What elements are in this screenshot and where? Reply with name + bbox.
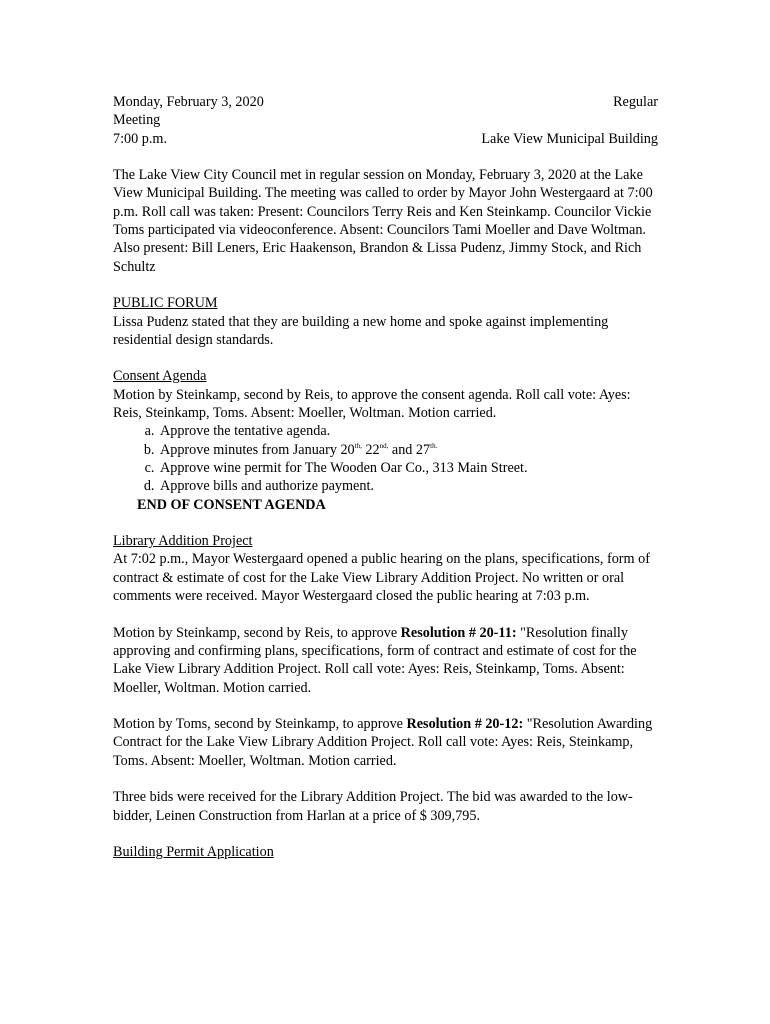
library-heading: Library Addition Project [113,533,253,550]
resolution-20-12: Resolution # 20-12: [406,716,524,733]
resolution-20-11: Resolution # 20-11: [400,624,517,641]
public-forum-text: Lissa Pudenz stated that they are building a new home and spoke against implementing residential design standards. [113,313,609,348]
minutes-document [113,93,658,861]
list-item: a. Approve the tentative agenda. [158,422,658,440]
meeting-type: Regular [613,94,658,110]
header-row-1 [113,93,658,111]
library-paragraph-3: Motion by Toms, second by Steinkamp, to approve Resolution # 20-12: "Resolution Awarding Contract for the Lake View Library Addition Project. Roll call vote: Ayes: Reis, Steinkamp, Toms. Absent: Moeller, Woltman. Motion carried. [113,716,653,769]
list-item: c. Approve wine permit for The Wooden Oar Co., 313 Main Street. [158,459,658,477]
meeting-time: 7:00 p.m. [113,130,167,147]
building-permit-heading: Building Permit Application [113,844,274,861]
library-paragraph-1: At 7:02 p.m., Mayor Westergaard opened a public hearing on the plans, specifications, form of contract & estimate of cost for the Lake View Library Addition Project. No written or oral comments were received. Mayor Westergaard closed the public hearing at 7:03 p.m. [113,551,650,605]
meeting-date: Monday, February 3, 2020 [113,94,264,110]
consent-agenda-list [113,422,658,495]
library-paragraph-2: Motion by Steinkamp, second by Reis, to approve Resolution # 20-11: "Resolution finally approving and confirming plans, specifications, form of contract and estimate of cost for the Lake View Library Addition Project. Roll call vote: Ayes: Reis, Steinkamp, Toms. Absent: Moeller, Woltman. Motion carried. [113,624,637,696]
intro-paragraph: The Lake View City Council met in regular session on Monday, February 3, 2020 at the Lake View Municipal Building. The meeting was called to order by Mayor John Westergaard at 7:00 p.m. Roll call was taken: Present: Councilors Terry Reis and Ken Steinkamp. Councilor Vickie Toms participated via videoconference. Absent: Councilors Tami Moeller and Dave Woltman. Also present: Bill Leners, Eric Haakenson, Brandon & Lissa Pudenz, Jimmy Stock, and Rich Schultz [113,167,653,275]
end-consent-agenda: END OF CONSENT AGENDA [137,496,326,513]
consent-agenda-heading: Consent Agenda [113,368,207,385]
meeting-location: Lake View Municipal Building [481,130,658,147]
consent-agenda-text: Motion by Steinkamp, second by Reis, to approve the consent agenda. Roll call vote: Ayes: Reis, Steinkamp, Toms. Absent: Moeller, Woltman. Motion carried. [113,386,631,422]
list-item: b. Approve minutes from January $20^{th,}$ $22^{nd,}$ and $27^{th.}$ [158,441,658,459]
meeting-type-cont: Meeting [113,112,161,129]
list-item: d. Approve bills and authorize payment. [158,477,658,495]
library-paragraph-4: Three bids were received for the Library Addition Project. The bid was awarded to the low-bidder, Leinen Construction from Harlan at a price of $ 309,795. [113,789,633,824]
header-row-2 [113,130,658,148]
public-forum-heading: PUBLIC FORUM [113,295,218,312]
